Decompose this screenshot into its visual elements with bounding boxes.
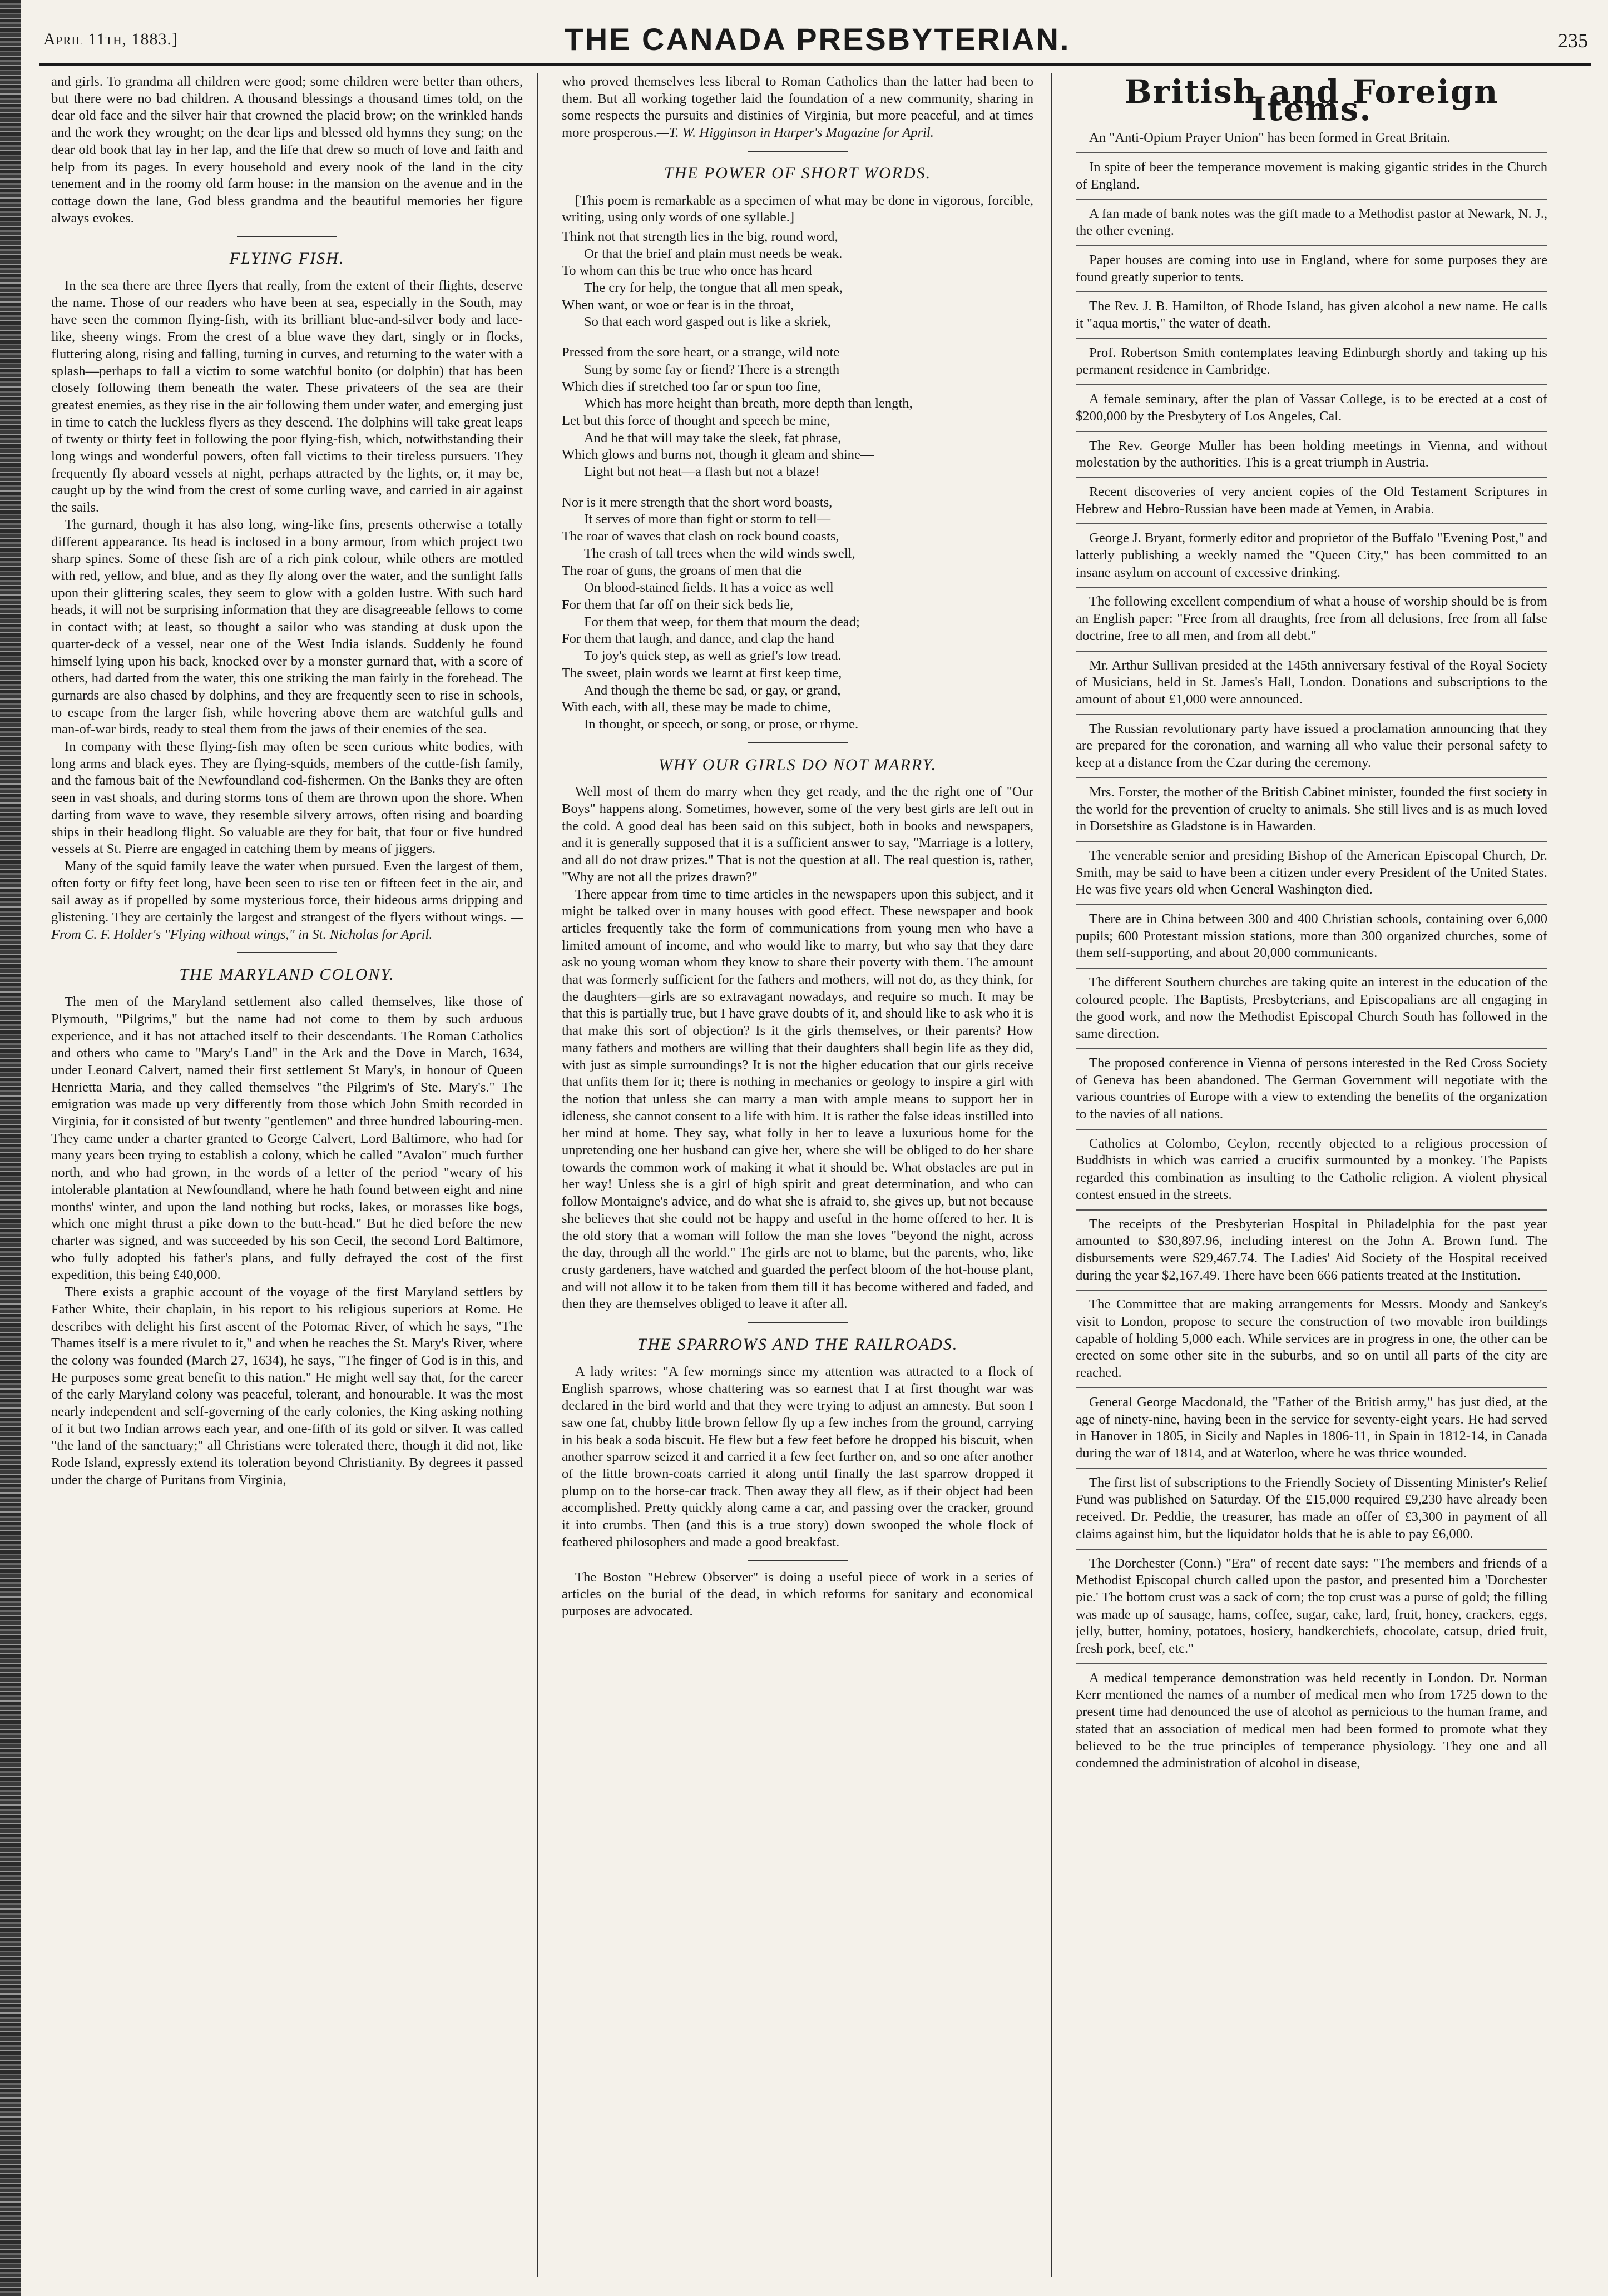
news-item: Catholics at Colombo, Ceylon, recently objected to a religious procession of Buddhists in which was carried a crucifix surmounted by a monkey. The Papists regarded this combination as insulting to the Catholic religion. A violent physical contest ensued in the streets. [1076, 1135, 1547, 1211]
news-item: The Committee that are making arrangements for Messrs. Moody and Sankey's visit to London, propose to secure the construction of two movable iron buildings capable of holding 5,000 each. While services are in progress in one, the other can be erected on some other site in the suburbs, and so on until all parts of the city are reached. [1076, 1296, 1547, 1388]
british-foreign-items-title: British and Foreign Items. [1124, 73, 1499, 128]
header-rule [39, 63, 1591, 66]
poem-line: In thought, or speech, or song, or prose, or rhyme. [584, 716, 859, 732]
news-item: The Rev. J. B. Hamilton, of Rhode Island, has given alcohol a new name. He calls it "aqua mortis," the water of death. [1076, 298, 1547, 339]
power-of-short-words-title: THE POWER OF SHORT WORDS. [664, 163, 932, 182]
poem-line: For them that far off on their sick beds lie, [562, 597, 794, 612]
poem-line: Think not that strength lies in the big, round word, [562, 229, 838, 244]
news-item: Mrs. Forster, the mother of the British Cabinet minister, founded the first society in the world for the prevention of cruelty to animals. She still lives and is as much loved in Dorsetshire as Gladstone is in Hawarden. [1076, 784, 1547, 842]
poem-line: The sweet, plain words we learnt at first keep time, [562, 665, 842, 681]
poem-line: For them that laugh, and dance, and clap the hand [562, 631, 834, 647]
news-item: The receipts of the Presbyterian Hospital in Philadelphia for the past year amounted to $30,897.96, including interest on the John A. Brown fund. The disbursements were $29,467.74. The Ladies' Aid Society of the Hospital received during the year $2,167.49. There have been 666 patients treated at the Institution. [1076, 1216, 1547, 1291]
news-item: In spite of beer the temperance movement is making gigantic strides in the Church of England. [1076, 159, 1547, 200]
news-item: The venerable senior and presiding Bishop of the American Episcopal Church, Dr. Smith, may be said to have been a citizen under every President of the United States. He was five years old when General Washington died. [1076, 847, 1547, 905]
paragraph-text: Many of the squid family leave the water when pursued. Even the largest of them, often forty or fifty feet long, have been seen to rise ten or fifteen feet in the air, and sail away as if propelled by some mysterious force, their hideous arms dripping and glistening. They are certainly the largest and strangest of the flyers without wings. [51, 858, 523, 925]
news-item: The different Southern churches are taking quite an interest in the education of the coloured people. The Baptists, Presbyterians, and Episcopalians are all engaging in the good work, and now the Methodist Episcopal Church South has followed in the same direction. [1076, 974, 1547, 1049]
poem-line: When want, or woe or fear is in the throat, [562, 297, 794, 313]
poem-line: It serves of more than fight or storm to tell— [584, 512, 831, 527]
news-item: George J. Bryant, formerly editor and proprietor of the Buffalo "Evening Post," and latterly publishing a weekly named the "Queen City," has been committed to an insane asylum on account of excessive drinking. [1076, 530, 1547, 588]
poem-line: To joy's quick step, as well as grief's low tread. [584, 648, 842, 664]
news-item: The first list of subscriptions to the Friendly Society of Dissenting Minister's Relief Fund was published on Saturday. Of the £15,000 required £9,230 have already been received. Dr. Peddie, the treasurer, has made an offer of £3,300 in payment of all claims against him, but the liquidator holds that he is able to pay £6,000. [1076, 1475, 1547, 1550]
news-item: Paper houses are coming into use in England, where for some purposes they are found greatly superior to tents. [1076, 252, 1547, 292]
news-item: A medical temperance demonstration was held recently in London. Dr. Norman Kerr mentioned the names of a number of medical men who from 1725 down to the present time had denounced the use of alcohol as pernicious to the human frame, and stated that an association of medical men had been formed to promote what they believed to be the true principles of temperance physiology. They one and all condemned the administration of alcohol in disease, [1076, 1670, 1547, 1771]
section-rule [748, 151, 848, 152]
page-number: 235 [1558, 29, 1588, 52]
flying-fish-title: FLYING FISH. [229, 249, 345, 268]
poem-line: Light but not heat—a flash but not a blaze! [584, 464, 820, 480]
poem-line: Let but this force of thought and speech be mine, [562, 413, 830, 428]
maryland-colony-title: THE MARYLAND COLONY. [179, 965, 395, 984]
poem-line: And he that will may take the sleek, fat phrase, [584, 430, 842, 445]
newspaper-title: THE CANADA PRESBYTERIAN. [564, 22, 1071, 57]
paragraph: In the sea there are three flyers that really, from the extent of their flights, deserve the name. Those of our readers who have been at sea, especially in the South, may have seen the common flying-fish, with its brilliant blue-and-silver body and lace-like, sheeny wings. From the crest of a blue wave they dart, singly or in flocks, fluttering along, rising and falling, turning in curves, and returning to the water with a splash—perhaps to fall a victim to some watchful bonito (or dolphin) that has been closely following them beneath the water. These privateers of the sea are their greatest enemies, as they rise in the air following them under water, and emerging just in time to catch the luckless flyers as they descend. The dolphins will take great leaps of twenty or thirty feet in following the poor flying-fish, which, notwithstanding their long wings and wonderful powers, often fall victims to their tireless pursuers. They frequently fly aboard vessels at night, perhaps attracted by the lights, or, it may be, caught up by the wind from the crest of some curling wave, and carried in air against the sails. [51, 278, 523, 515]
news-item: The Dorchester (Conn.) "Era" of recent date says: "The members and friends of a Methodist Episcopal church called upon the pastor, and presented him a 'Dorchester pie.' The bottom crust was a sack of corn; the top crust was a purse of gold; the filling was made up of sausage, hams, coffee, sugar, cake, lard, fruit, honey, crackers, eggs, jelly, butter, hominy, potatoes, hosiery, handkerchiefs, chocolate, catsup, dried fruit, fresh pork, beef, etc." [1076, 1555, 1547, 1664]
why-girls-do-not-marry-title: WHY OUR GIRLS DO NOT MARRY. [658, 755, 937, 774]
paragraph: The Boston "Hebrew Observer" is doing a useful piece of work in a series of articles on the burial of the dead, in which reforms for sanitary and economical purposes are advocated. [562, 1569, 1033, 1619]
paragraph-text: who proved themselves less liberal to Roman Catholics than the latter had been to them. But all working together laid the foundation of a new community, sharing in some respects the pursuits and distinies of Virginia, but more peaceful, and at times more prosperous. [562, 74, 1033, 141]
news-item: An "Anti-Opium Prayer Union" has been formed in Great Britain. [1076, 130, 1547, 153]
news-item: The following excellent compendium of what a house of worship should be is from an English paper: "Free from all draughts, free from all delusions, free from all false doctrine, free to all men, and from all debt." [1076, 593, 1547, 651]
news-item: Prof. Robertson Smith contemplates leaving Edinburgh shortly and taking up his permanent residence in Cambridge. [1076, 345, 1547, 385]
poem-line: To whom can this be true who once has heard [562, 263, 812, 279]
poem-line: With each, with all, these may be made to chime, [562, 700, 831, 715]
column-divider [1051, 73, 1052, 2277]
poem-line: And though the theme be sad, or gay, or grand, [584, 682, 841, 698]
poem-line: The crash of tall trees when the wild winds swell, [584, 546, 855, 561]
news-item: A fan made of bank notes was the gift made to a Methodist pastor at Newark, N. J., the other evening. [1076, 206, 1547, 246]
news-item: The Rev. George Muller has been holding meetings in Vienna, and without molestation by the authorities. This is a great triumph in Austria. [1076, 438, 1547, 478]
poem [562, 229, 1033, 733]
poem-line: On blood-stained fields. It has a voice as well [584, 580, 834, 596]
news-item: Mr. Arthur Sullivan presided at the 145th anniversary festival of the Royal Society of Musicians, held in St. James's Hall, London. Donations and subscriptions to the amount of about £1,000 were announced. [1076, 657, 1547, 715]
paragraph: There appear from time to time articles in the newspapers upon this subject, and it might be talked over in many houses with good effect. These newspaper and book articles frequently take the form of communications from young men who have a limited amount of income, and who would like to marry, but who say that they dare ask no young woman whom they know to share their poverty with them. The amount that was formerly sufficient for the fathers and mothers, will not do, as they think, for the daughters—girls are so extravagant nowadays, and require so much. It may be that this is partially true, but I have grave doubts of it, and should like to ask who it is that make this sort of objection? Is it the girls themselves, or their parents? How many fathers and mothers are willing that their daughters shall begin life as they did, with just as simple surroundings? It is not the higher education that our girls receive that unfits them for it; there is nothing in mechanics or geology to inspire a girl with the notion that unless she can marry a man with ample means to support her in idleness, she cannot consent to a life with him. It is rather the false ideas instilled into her mind at home. They say, what folly in her to leave a luxurious home for the unpretending one her husband can give her, where she will be obliged to do her share towards the common work of making it what it should be. What obstacles are put in her way! Unless she is a girl of high spirit and great determination, and who can follow Montaigne's advice, and do what she is afraid to, she gives up, but not because she believes that she could not be happy and useful in the home offered to her. It is the old story that a woman will follow the man she loves "beyond the night, across the day, through all the world." The girls are not to blame, but the parents, who, like crusty gardeners, have watched and guarded the perfect bloom of the hot-house plant, and will not allow it to be taken from them till it has become withered and faded, and then they are themselves obliged to leave it after all. [562, 886, 1033, 1312]
grandma-article-end: and girls. To grandma all children were good; some children were better than others, but there were no bad children. A thousand blessings a thousand times told, on the dear old face and the silver hair that crowned the placid brow; on the wrinkled hands and the work they wrought; on the dear lips and blessed old hymns they sung; on the dear old book that lay in her lap, and the life that drew so much of love and faith and help from its pages. In every household and every nook of the land in the city tenement and in the roomy old farm house: in the mansion on the avenue and in the cottage down the lane, God bless grandma and the beautiful memories her figure always evokes. [51, 74, 523, 226]
section-rule [237, 236, 337, 237]
paragraph [51, 858, 523, 944]
poem-line: Which has more height than breath, more depth than length, [584, 396, 913, 411]
paragraph: The men of the Maryland settlement also called themselves, like those of Plymouth, "Pilgrims," but the name had not come to them by such arduous experience, and it has not attached itself to their descendants. The Roman Catholics and others who came to "Mary's Land" in the Ark and the Dove in March, 1634, under Leonard Calvert, named their first settlement St Mary's, in honour of Queen Henrietta Maria, and they called themselves "the Pilgrim's of Ste. Mary's." The emigration was made up very differently from those which John Smith recorded in Virginia, for it consisted of but twenty "gentlemen" and three hundred labouring-men. They came under a charter granted to George Calvert, Lord Baltimore, who had for many years been trying to establish a colony, which he called "Avalon" much further north, and who had grown, in the words of a letter of the period "weary of his intolerable plantation at Newfoundland, where he hath found between eight and nine months' winter, and upon the land nothing but rocks, lakes, or morasses like bogs, which one might thrust a pike down to the butt-head." But he died before the new charter was signed, and was succeeded by his son Cecil, the second Lord Baltimore, who fully adopted his father's plans, and fully defrayed the cost of the first expedition, this being £40,000. [51, 994, 523, 1283]
poem-line: The roar of waves that clash on rock bound coasts, [562, 529, 839, 544]
binding-edge [0, 0, 21, 2296]
poem-line: Nor is it mere strength that the short word boasts, [562, 494, 833, 510]
poem-line: Pressed from the sore heart, or a strange, wild note [562, 345, 840, 360]
paragraph: In company with these flying-fish may often be seen curious white bodies, with long arms and black eyes. They are flying-squids, members of the cuttle-fish family, and the famous bait of the Newfoundland cod-fishermen. On the Banks they are often seen in vast shoals, and during storms tons of them are thrown upon the shore. When darting from wave to wave, they resemble silvery arrows, often rising and boarding ships in their headlong flight. So valuable are they for bait, that four or five hundred vessels at St. Pierre are engaged in catching them by means of jiggers. [51, 739, 523, 857]
news-items-list [1076, 130, 1547, 1778]
column-2 [562, 73, 1033, 2275]
sparrows-railroads-title: THE SPARROWS AND THE RAILROADS. [637, 1335, 958, 1354]
poem-line: The cry for help, the tongue that all men speak, [584, 280, 843, 296]
news-item: Recent discoveries of very ancient copies of the Old Testament Scriptures in Hebrew and Hebro-Russian have been made at Yemen, in Arabia. [1076, 484, 1547, 524]
news-item: There are in China between 300 and 400 Christian schools, containing over 6,000 pupils; 600 Protestant mission stations, more than 300 organized churches, some of them self-supporting, and about 20,000 communicants. [1076, 911, 1547, 969]
section-rule [237, 952, 337, 953]
column-1 [51, 73, 523, 2275]
poem-line: Sung by some fay or fiend? There is a strength [584, 361, 840, 377]
section-rule [748, 742, 848, 743]
poem-line: Or that the brief and plain must needs be weak. [584, 246, 843, 261]
section-rule [748, 1560, 848, 1561]
page-header [43, 18, 1591, 63]
poem-line: The roar of guns, the groans of men that die [562, 563, 802, 578]
issue-date: April 11th, 1883.] [43, 30, 179, 48]
column-divider [537, 73, 538, 2277]
paragraph: Well most of them do marry when they get ready, and the the right one of "Our Boys" happens along. Sometimes, however, some of the very best girls are left out in the cold. A good deal has been said on this subject, both in books and newspapers, and it is generally supposed that it is a sufficient answer to say, "Marriage is a lottery, and all do not draw prizes." That is not the question at all. The real question is, rather, "Why are not all the prizes drawn?" [562, 784, 1033, 885]
editor-note: [This poem is remarkable as a specimen of what may be done in vigorous, forcible, writing, using only words of one syllable.] [562, 192, 1033, 225]
poem-line: So that each word gasped out is like a skriek, [584, 314, 831, 330]
news-item: The proposed conference in Vienna of persons interested in the Red Cross Society of Geneva has been abandoned. The German Government will negotiate with the various countries of Europe with a view to extending the benefits of the organization to the navies of all nations. [1076, 1055, 1547, 1130]
paragraph: The gurnard, though it has also long, wing-like fins, presents otherwise a totally different appearance. Its head is inclosed in a bony armour, from which project two sharp spines. Some of these fish are of a rich pink colour, while others are mottled with red, yellow, and blue, and as they fly along over the water, and the sunlight falls upon their glittering scales, they seem to glow with a golden lustre. With such hard heads, it will not be surprising information that they are disagreeable fellows to come in contact with; at least, so thought a sailor who was standing at dusk upon the quarter-deck of a vessel, near one of the West India islands. Suddenly he found himself lying upon his back, knocked over by a monster gurnard that, with a score of others, had darted from the water, this one striking the man fairly in the forehead. The gurnards are also chased by dolphins, and they are frequently seen to rise in schools, to escape from the larger fish, while hovering above them are watchful gulls and man-of-war birds, ready to steal them from the jaws of their enemies of the sea. [51, 517, 523, 737]
paragraph [562, 73, 1033, 142]
news-item: General George Macdonald, the "Father of the British army," has just died, at the age of ninety-nine, having been in the service for seventy-eight years. He had served in Hanover in 1805, in Sicily and Naples in 1806-11, in Spain in 1812-14, in Canada during the war of 1814, and at Waterloo, where he was thrice wounded. [1076, 1394, 1547, 1469]
poem-line: Which dies if stretched too far or spun too fine, [562, 379, 821, 394]
news-item: The Russian revolutionary party have issued a proclamation announcing that they are prepared for the coronation, and warning all who value their personal safety to keep at a distance from the Czar during the ceremony. [1076, 721, 1547, 778]
column-3 [1076, 73, 1547, 2275]
paragraph: A lady writes: "A few mornings since my attention was attracted to a flock of English sparrows, whose chattering was so earnest that I at first thought war was declared in the bird world and that they were trying to adjust an amnesty. But soon I saw one fat, chubby little brown fellow fly up a few inches from the ground, carrying in his beak a soda biscuit. He flew but a few feet before he dropped his biscuit, when another sparrow seized it and carried it a few feet further on, and so one after another of the little brown-coats carried it along until finally the last sparrow dropped it plump on to the horse-car track. Then away they all flew, as if their object had been accomplished. Pretty quickly along came a car, and passing over the cracker, ground it into crumbs. Then (and this is a true story) down swooped the whole flock of feathered philosophers and made a good breakfast. [562, 1363, 1033, 1550]
news-item: A female seminary, after the plan of Vassar College, is to be erected at a cost of $200,000 by the Presbytery of Los Angeles, Cal. [1076, 391, 1547, 432]
paragraph: There exists a graphic account of the voyage of the first Maryland settlers by Father White, their chaplain, in his report to his religious superiors at Rome. He describes with delight his first ascent of the Potomac River, of which he says, "The Thames itself is a mere rivulet to it," and when he reaches the St. Mary's River, where the colony was founded (March 27, 1634), he says, "The finger of God is in this, and He purposes some great benefit to this nation." He might well say that, for the career of the early Maryland colony was peaceful, tolerant, and honourable. It was the most nearly independent and self-governing of the early colonies, the King asking nothing of it but two Indian arrows each year, and one-fifth of its gold or silver. It was called "the land of the sanctuary;" all Christians were tolerated there, though it did not, like Rode Island, expressly extend its toleration beyond Christianity. By degrees it passed under the charge of Puritans from Virginia, [51, 1285, 523, 1487]
section-rule [748, 1322, 848, 1323]
poem-line: Which glows and burns not, though it gleam and shine— [562, 447, 874, 463]
source-credit: —T. W. Higginson in Harper's Magazine for April. [656, 125, 934, 141]
poem-line: For them that weep, for them that mourn the dead; [584, 614, 860, 629]
source-credit: —From C. F. Holder's "Flying without wings," in St. Nicholas for April. [51, 910, 523, 942]
